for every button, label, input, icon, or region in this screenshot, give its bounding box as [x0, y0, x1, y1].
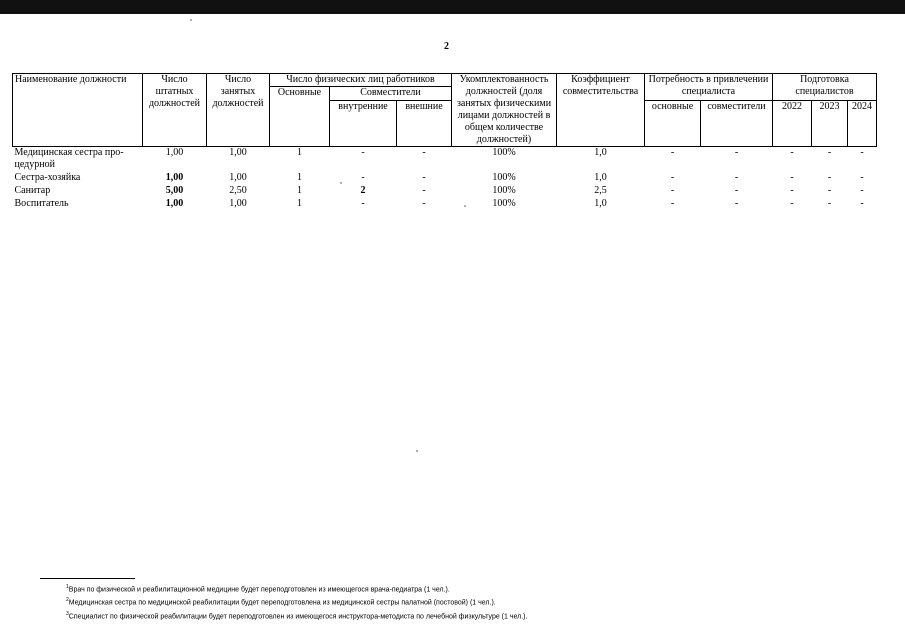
cell-occupied: 1,00 [229, 171, 247, 183]
cell-internal: - [361, 197, 365, 209]
footnote: $^1$Врач по физической и реабилитационной медицине будет переподготовлен из имеющегося врача-педиатра (1 чел.). [66, 584, 450, 594]
cell-coef: 2,5 [594, 184, 607, 196]
header-need: Потребность в привлечении специалиста [645, 74, 773, 101]
cell-staff: 5,00 [165, 184, 184, 196]
cell-2023: - [827, 147, 832, 158]
scan-speck [464, 205, 466, 207]
cell-external: - [422, 171, 426, 183]
header-staffing: Укомплектованность должностей (доля занятых физическими лицами должностей в общем количестве должностей) [452, 74, 557, 147]
cell-staffing: 100% [492, 197, 516, 209]
footnotes [66, 582, 527, 622]
header-2024: 2024 [848, 101, 877, 147]
cell-main: 1 [297, 197, 302, 209]
cell-staffing: 100% [492, 171, 516, 183]
header-coefficient: Коэффициент совместительства [557, 74, 645, 147]
cell-coef: 1,0 [594, 147, 607, 158]
header-need-part: совместители [701, 101, 773, 147]
cell-2024: - [860, 171, 864, 183]
cell-occupied: 1,00 [229, 197, 247, 209]
cell-need-main: - [670, 147, 675, 158]
cell-name: Медицинская сестра про-цедурной [14, 147, 124, 170]
cell-internal: - [361, 147, 365, 158]
cell-occupied: 1,00 [229, 147, 247, 158]
cell-name: Сестра-хозяйка [14, 171, 81, 183]
cell-need-main: - [670, 184, 675, 196]
cell-2022: - [790, 171, 794, 183]
cell-2024: - [860, 184, 864, 196]
header-2022: 2022 [773, 101, 812, 147]
scan-top-edge [0, 0, 905, 14]
header-physical-persons: Число физических лиц работников [270, 74, 452, 87]
cell-need-part: - [734, 147, 739, 158]
cell-coef: 1,0 [594, 197, 607, 209]
cell-staff: 1,00 [165, 197, 184, 209]
footnote: $^2$Медицинская сестра по медицинской реабилитации будет переподготовлена из медицинской сестры палатной (постовой) (1 чел.). [66, 597, 496, 607]
table-row [13, 147, 877, 172]
footnote-separator [40, 578, 135, 579]
cell-name: Санитар [14, 184, 51, 196]
cell-main: 1 [297, 147, 302, 158]
cell-2022: - [790, 197, 794, 209]
header-training: Подготовка специалистов [773, 74, 877, 101]
header-main: Основные [270, 87, 330, 147]
cell-need-main: - [670, 197, 675, 209]
cell-main: 1 [297, 171, 302, 183]
cell-main: 1 [297, 184, 302, 196]
cell-need-part: - [734, 197, 739, 209]
cell-staffing: 100% [492, 184, 516, 196]
table-row [13, 185, 877, 198]
cell-need-part: - [734, 184, 739, 196]
cell-2023: - [827, 184, 832, 196]
header-staff-positions: Число штатных должностей [143, 74, 207, 147]
header-2023: 2023 [812, 101, 848, 147]
cell-coef: 1,0 [594, 171, 607, 183]
header-need-main: основные [645, 101, 701, 147]
cell-need-part: - [734, 171, 739, 183]
cell-name: Воспитатель [14, 197, 69, 209]
table-row [13, 198, 877, 211]
page-number: 2 [444, 41, 449, 52]
scan-speck [416, 450, 418, 452]
cell-2023: - [827, 171, 832, 183]
cell-2022: - [790, 184, 794, 196]
footnote: $^3$Специалист по физической реабилитации будет переподготовлен из имеющегося инструктора-методиста по лечебной физкультуре (1 чел.). [66, 610, 528, 620]
header-occupied-positions: Число занятых должностей [207, 74, 270, 147]
header-external: внешние [397, 101, 452, 147]
cell-staffing: 100% [492, 147, 516, 158]
cell-external: - [422, 184, 426, 196]
cell-internal: - [361, 171, 365, 183]
cell-occupied: 2,50 [229, 184, 247, 196]
cell-staff: 1,00 [165, 147, 184, 158]
cell-2023: - [827, 197, 832, 209]
cell-external: - [422, 147, 426, 158]
cell-staff: 1,00 [165, 171, 184, 183]
header-name: Наименование должности [13, 74, 143, 147]
cell-internal: 2 [360, 184, 366, 196]
scan-speck [190, 19, 192, 21]
cell-external: - [422, 197, 426, 209]
cell-2022: - [790, 147, 794, 158]
scan-speck [340, 182, 342, 184]
cell-need-main: - [670, 171, 675, 183]
cell-2024: - [860, 197, 864, 209]
header-part-timers: Совместители [330, 87, 452, 101]
staffing-table [12, 73, 877, 211]
table-row [13, 172, 877, 185]
header-internal: внутренние [330, 101, 397, 147]
cell-2024: - [860, 147, 864, 158]
